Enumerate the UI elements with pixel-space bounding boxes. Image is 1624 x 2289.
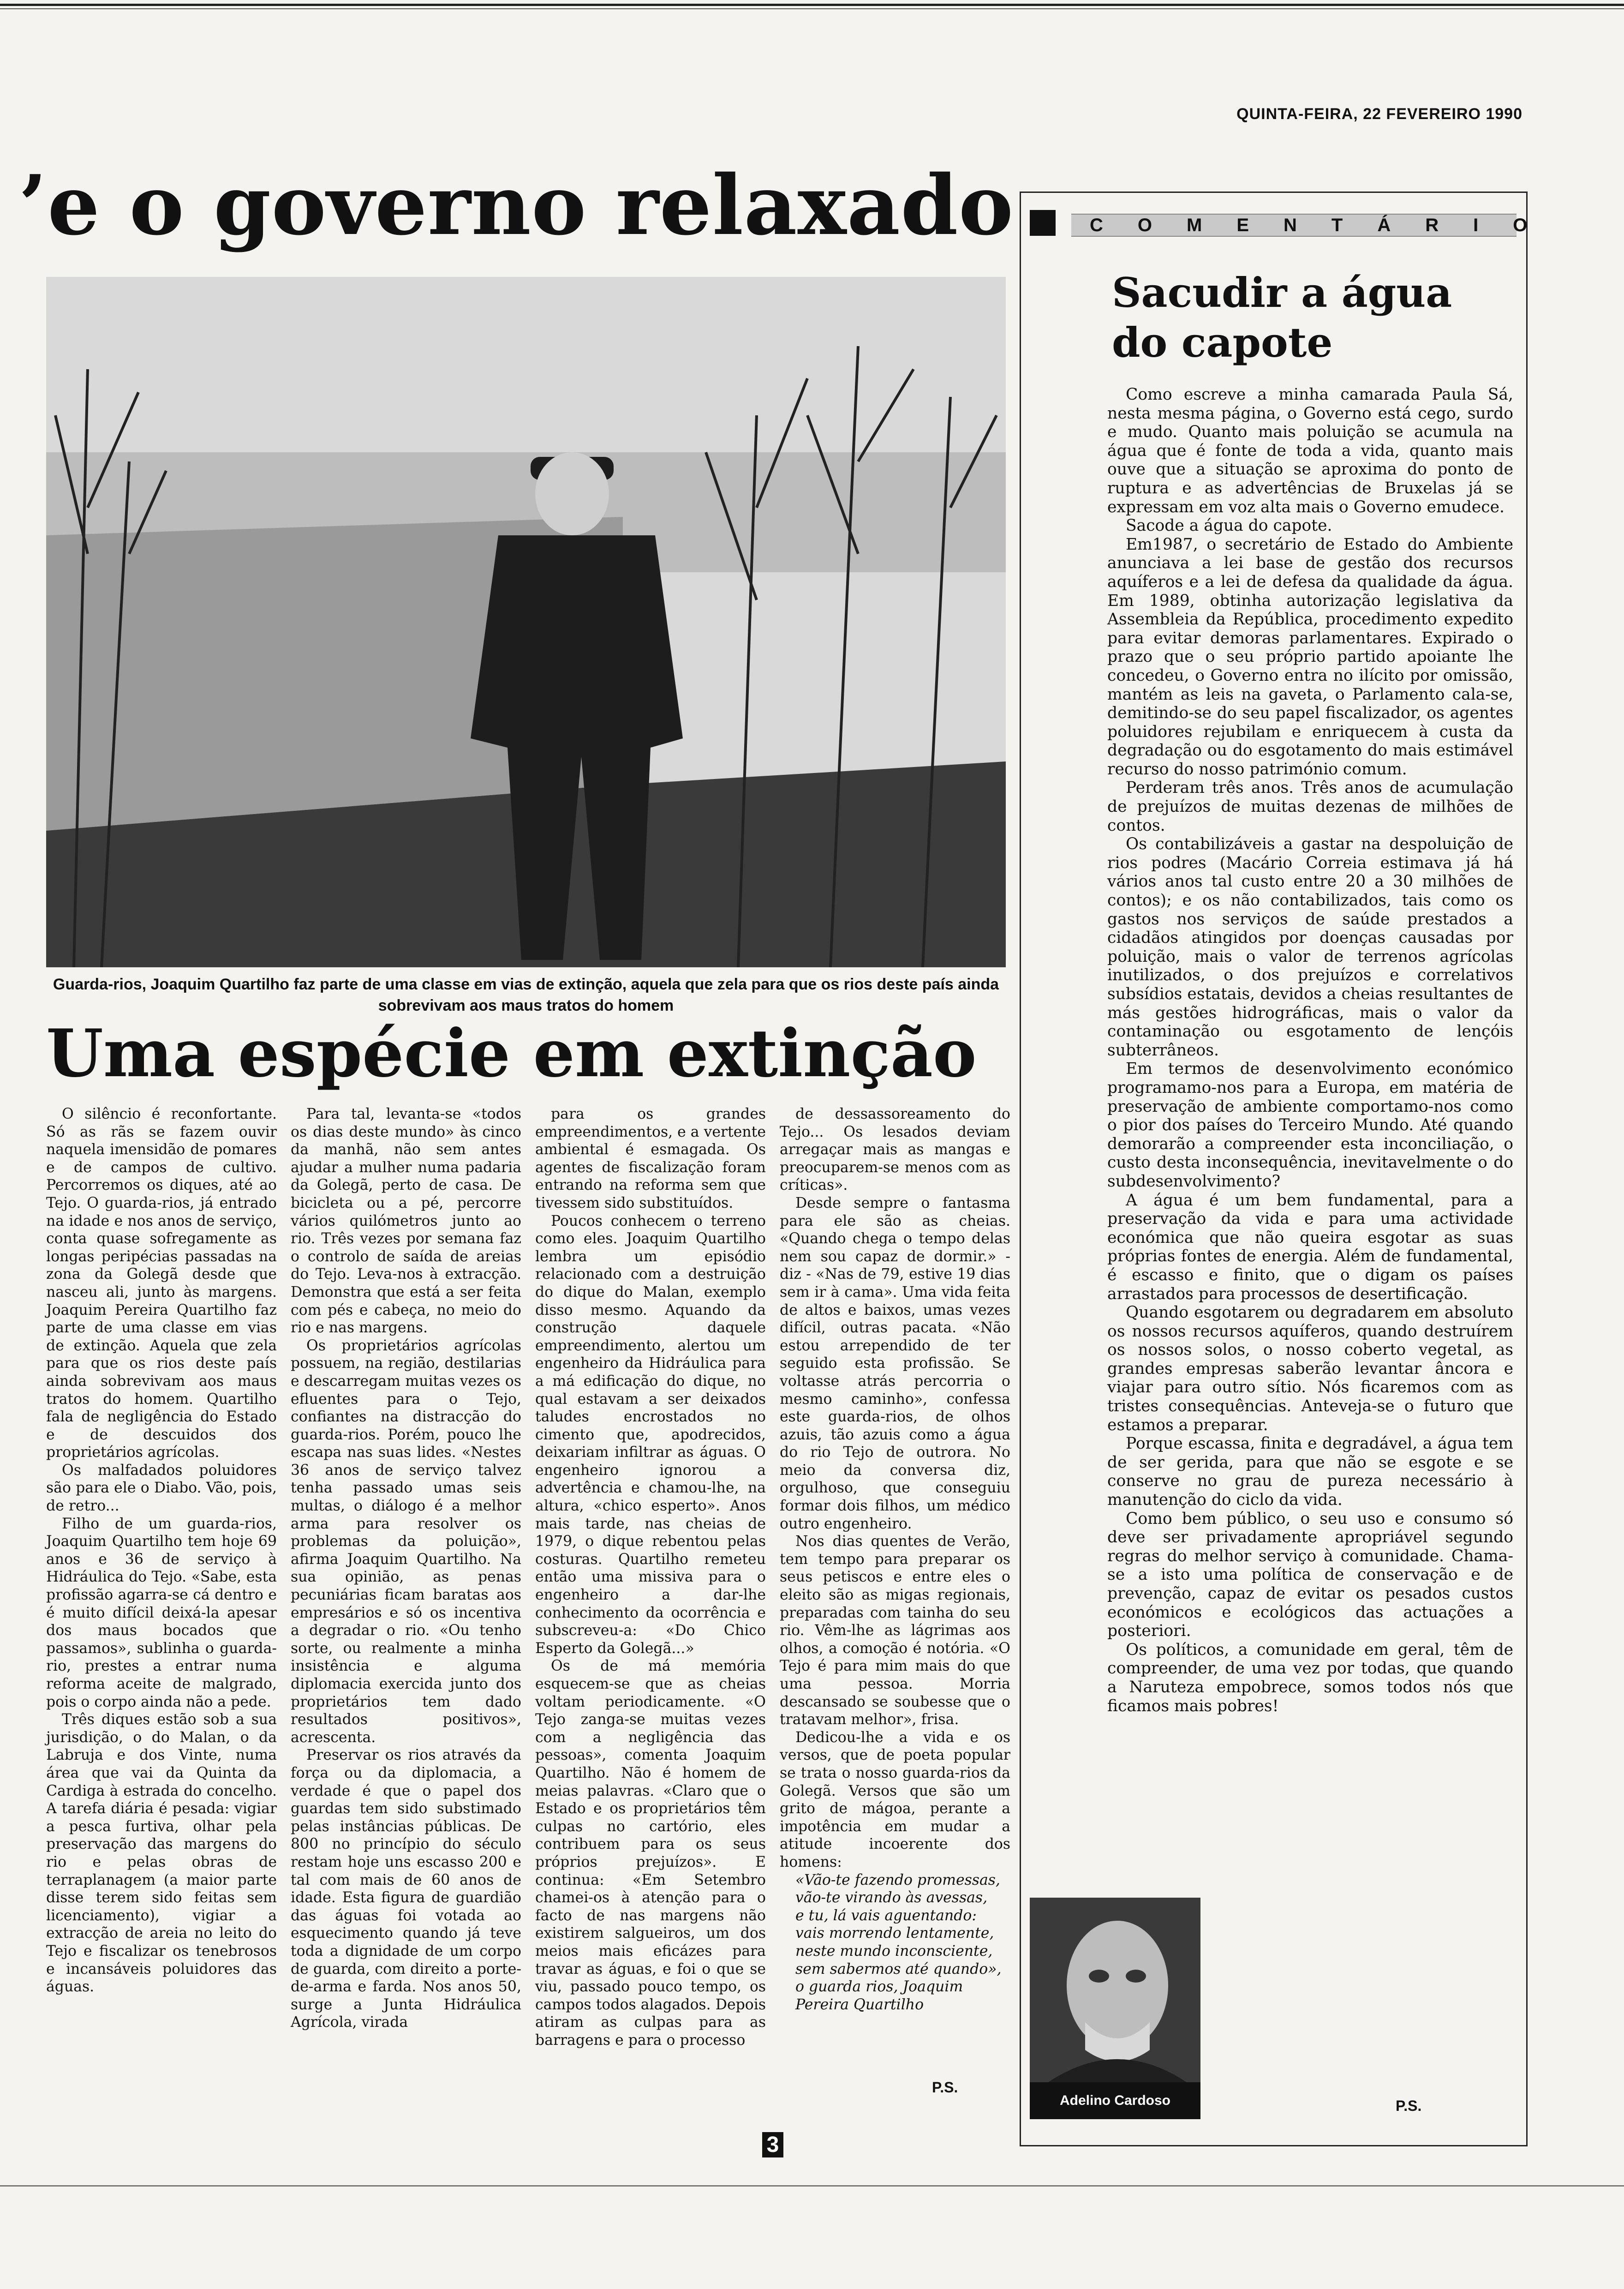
bottom-rule (0, 2185, 1624, 2187)
paragraph: Os políticos, a comunidade em geral, têm de compreender, de uma vez por todas, que quando a Naruteza empobrece, somos todos nós que ficamos mais pobres! (1107, 1640, 1513, 1715)
paragraph: para os grandes empreendimentos, e a vertente ambiental é esmagada. Os agentes de fiscalização foram entrando na reforma sem que tivessem sido substituídos. (535, 1106, 766, 1211)
commentary-body (1107, 385, 1513, 1715)
story-column-2 (291, 1105, 521, 2031)
paragraph: Em termos de desenvolvimento económico programamo-nos para a Europa, em matéria de preservação de ambiente comportamo-nos como o pior dos países do Terceiro Mundo. Até quando demorarão a compreender esta inconciliação, o custo desta inconsequência, inevitavelmente o do subdesenvolvimento? (1107, 1060, 1513, 1191)
paragraph: Quando esgotarem ou degradarem em absoluto os nossos recursos aquíferos, quando destruírem os nossos solos, o nosso coberto vegetal, as grandes empresas saberão levantar âncora e viajar para outro sítio. Nós ficaremos com as tristes consequências. Anteveja-se o futuro que estamos a preparar. (1107, 1303, 1513, 1434)
tag-band (1071, 214, 1562, 237)
commentary-signature: P.S. (1396, 2097, 1422, 2114)
paragraph: Três diques estão sob a sua jurisdição, o do Malan, o da Labruja e dos Vinte, numa área que vai da Quinta da Cardiga à estrada do concelho. A tarefa diária é pesada: vigiar a pesca furtiva, olhar pela preservação das margens do rio e pelas obras de terraplanagem (a maior parte disse terem sido feitas sem licenciamento), vigiar a extracção de areia no leito do Tejo e fiscalizar os tenebrosos e incansáveis poluidores das águas. (46, 1711, 277, 1995)
paragraph: Os malfadados poluidores são para ele o Diabo. Vão, pois, de retro... (46, 1462, 277, 1515)
paragraph: Nos dias quentes de Verão, tem tempo para preparar os seus petiscos e entre eles o eleito são as migas regionais, preparadas com tainha do seu rio. Vêm-lhe as lágrimas aos olhos, a comoção é notória. «O Tejo é para mim mais do que uma pessoa. Morria descansado se soubesse que o tratavam melhor», frisa. (780, 1533, 1010, 1728)
paragraph: Sacode a água do capote. (1126, 516, 1332, 535)
top-rule-thin (0, 8, 1624, 9)
paragraph: Preservar os rios através da força ou da diplomacia, a verdade é que o papel dos guardas tem sido substimado pelas instâncias públicas. De 800 no princípio do século restam hoje uns escasso 200 e tal com mais de 60 anos de idade. Esta figura de guardião das águas foi votada ao esquecimento quando já teve toda a dignidade de um corpo de guarda, com direito a porte-de-arma e farda. Nos anos 50, surge a Junta Hidráulica Agrícola, virada (291, 1747, 521, 2031)
paragraph: Filho de um guarda-rios, Joaquim Quartilho tem hoje 69 anos e 36 de serviço à Hidráulica do Tejo. «Sabe, esta profissão agarra-se cá dentro e é muito difícil deixá-la apesar dos maus bocados que passamos», sublinha o guarda-rio, prestes a entrar numa reforma aceite de malgrado, pois o corpo ainda não a pede. (46, 1515, 277, 1710)
paragraph: Como escreve a minha camarada Paula Sá, nesta mesma página, o Governo está cego, surdo e mudo. Quanto mais poluição se acumula na água que é fonte de toda a vida, quanto mais ouve que a situação se aproxima do ponto de ruptura e as advertências de Bruxelas já se expressam em voz alta mais o Governo emudece. (1107, 385, 1513, 516)
paragraph: Para tal, levanta-se «todos os dias deste mundo» às cinco da manhã, não sem antes ajudar a mulher numa padaria da Golegã, perto de casa. De bicicleta ou a pé, percorre vários quilómetros junto ao rio. Três vezes por semana faz o controlo de saída de areias do Tejo. Leva-nos à extracção. Demonstra que está a ser feita com pés e cabeça, no meio do rio e nas margens. (291, 1106, 521, 1336)
paragraph: Porque escassa, finita e degradável, a água tem de ser gerida, para que não se esgote e se conserve no grau de pureza necessário à manutenção do ciclo da vida. (1107, 1434, 1513, 1510)
paragraph: Poucos conhecem o terreno como eles. Joaquim Quartilho lembra um episódio relacionado com a destruição do dique do Malan, exemplo disso mesmo. Aquando da construção daquele empreendimento, alertou um engenheiro da Hidráulica para a má edificação do dique, no qual estavam a ser deixados taludes encrostados no cimento que, apodrecidos, deixariam infiltrar as águas. O engenheiro ignorou a advertência e chamou-lhe, na altura, «chico esperto». Anos mais tarde, nas cheias de 1979, o dique rebentou pelas costuras. Quartilho remeteu então uma missiva para o engenheiro a dar-lhe conhecimento da ocorrência e subscreveu-a: «Do Chico Esperto da Golegã...» (535, 1212, 766, 1657)
paragraph: Perderam três anos. Três anos de acumulação de prejuízos de muitas dezenas de milhões de contos. (1107, 779, 1513, 835)
page-number-label: 3 (762, 2132, 784, 2157)
top-rule (0, 4, 1624, 6)
paragraph: A água é um bem fundamental, para a preservação da vida e para uma actividade económica que não queira esgotar as suas próprias fontes de energia. Além de fundamental, é escasso e finito, que o digam os países arrastados para processos de desertificação. (1107, 1191, 1513, 1303)
paragraph: Os contabilizáveis a gastar na despoluição de rios podres (Macário Correia estimava já há vários anos tal custo entre 20 a 30 milhões de contos); e os não contabilizados, tais como os gastos nos serviços de saúde prestados a cidadãos atingidos por doenças causadas por poluição, mais o valor de terrenos agrícolas inutilizados, o dos prejuízos e correlativos subsídios estatais, devidos a cheias resultantes de más gestões hidrográficas, mais o valor da contaminação ou esgotamento de lençóis subterrâneos. (1107, 835, 1513, 1060)
page-number (734, 2132, 812, 2159)
poem-line: Pereira Quartilho (795, 1996, 924, 2013)
paragraph: Dedicou-lhe a vida e os versos, que de poeta popular se trata o nosso guarda-rios da Golegã. Versos que são um grito de mágoa, perante a impotência em mudar a atitude incoerente dos homens: (780, 1729, 1010, 1870)
story-title: Uma espécie em extinção (46, 1015, 977, 1092)
portrait-caption: Adelino Cardoso (1030, 2082, 1200, 2119)
page-headline: ’e o governo relaxado (18, 157, 1014, 253)
poem-line: o guarda rios, Joaquim (795, 1978, 963, 1995)
poem-line: «Vão-te fazendo promessas, (795, 1871, 1000, 1888)
poem-line: vais morrendo lentamente, (795, 1925, 994, 1942)
author-portrait (1030, 1898, 1200, 2119)
story-column-4 (780, 1105, 1010, 2013)
story-signature: P.S. (932, 2079, 958, 2096)
section-tag (1030, 210, 1562, 238)
story-column-3 (535, 1105, 766, 2049)
paragraph: Desde sempre o fantasma para ele são as cheias. «Quando chega o tempo delas nem sou capaz de dormir.» - diz - «Nas de 79, estive 19 dias sem ir à cama». Uma vida feita de altos e baixos, umas vezes difícil, outras pacata. «Não estou arrependido de ter seguido esta profissão. Se voltasse atrás percorria o mesmo caminho», confessa este guarda-rios, de olhos azuis, tão azuis como a água do rio Tejo de outrora. No meio da conversa diz, orgulhoso, que conseguiu formar dois filhos, um médico outro engenheiro. (780, 1194, 1010, 1532)
portrait-image (1030, 1898, 1200, 2082)
paragraph: Em1987, o secretário de Estado do Ambiente anunciava a lei base de gestão dos recursos aquíferos e a lei de defesa da qualidade da água. Em 1989, obtinha autorização legislativa da Assembleia da República, procedimento expedito para evitar demoras parlamentares. Expirado o prazo que o seu próprio partido apoiante lhe concedeu, o Governo entra no ilícito por omissão, mantém as leis na gaveta, o Parlamento cala-se, demitindo-se do seu papel fiscalizador, os agentes poluidores rejubilam e enriquecem à custa da degradação ou do esgotamento do mais estimável recurso do nosso património comum. (1107, 535, 1513, 779)
poem-line: e tu, lá vais aguentando: (795, 1907, 977, 1924)
poem-line: sem sabermos até quando», (795, 1960, 1002, 1977)
paragraph: Os proprietários agrícolas possuem, na região, destilarias e descarregam muitas vezes os efluentes para o Tejo, confiantes na distracção do guarda-rios. Porém, pouco lhe escapa nas suas lides. «Nestes 36 anos de serviço talvez tenha passado umas seis multas, o diálogo é a melhor arma para resolver os problemas da poluição», afirma Joaquim Quartilho. Na sua opinião, as penas pecuniárias ficam baratas aos empresários e só os incentiva a degradar o rio. «Ou tenho sorte, ou realmente a minha insistência e alguma diplomacia exercida junto dos proprietários tem dado resultados positivos», acrescenta. (291, 1337, 521, 1746)
commentary-title: Sacudir a água do capote (1112, 269, 1452, 366)
paragraph: O silêncio é reconfortante. Só as rãs se fazem ouvir naquela imensidão de pomares e de campos de cultivo. Percorremos os diques, até ao Tejo. O guarda-rios, já entrado na idade e nos anos de serviço, conta quase sofregamente as longas peripécias passadas na zona da Golegã desde que nasceu ali, junto às margens. Joaquim Pereira Quartilho faz parte de uma classe em vias de extinção. Aquela que zela para que os rios deste país ainda sobrevivam aos maus tratos do homem. Quartilho fala de negligência do Estado e de descuidos dos proprietários agrícolas. (46, 1106, 277, 1461)
paragraph: Como bem público, o seu uso e consumo só deve ser privadamente apropriável segundo regras do melhor serviço à comunidade. Chama-se a isto uma política de conservação e de prevenção, capaz de evitar os pesados custos económicos e ecológicos das actuações a posteriori. (1107, 1509, 1513, 1641)
river-guard-photo (46, 277, 1006, 967)
date-line: QUINTA-FEIRA, 22 FEVEREIRO 1990 (1236, 105, 1522, 123)
poem-line: vão-te virando às avessas, (795, 1889, 988, 1906)
section-tag-label: COMENTÁRIO (1090, 215, 1562, 235)
story-column-1 (46, 1105, 277, 1996)
tag-square (1030, 210, 1056, 236)
paragraph: de dessassoreamento do Tejo... Os lesados deviam arregaçar mais as mangas e preocuparem-se menos com as críticas». (780, 1106, 1010, 1194)
paragraph: Os de má memória esquecem-se que as cheias voltam periodicamente. «O Tejo zanga-se muitas vezes com a negligência das pessoas», comenta Joaquim Quartilho. Não é homem de meias palavras. «Claro que o Estado e os proprietários têm culpas no cartório, eles contribuem para os seus próprios prejuízos». E continua: «Em Setembro chamei-os à atenção para o facto de nas margens não existirem salgueiros, um dos meios mais eficázes para travar as águas, e foi o que se viu, passado pouco tempo, os campos todos alagados. Depois atiram as culpas para as barragens e para o processo (535, 1658, 766, 2049)
photo-caption: Guarda-rios, Joaquim Quartilho faz parte de uma classe em vias de extinção, aquela que zela para que os rios deste país ainda sobrevivam aos maus tratos do homem (53, 976, 999, 1014)
poem-line: neste mundo inconsciente, (795, 1942, 993, 1959)
